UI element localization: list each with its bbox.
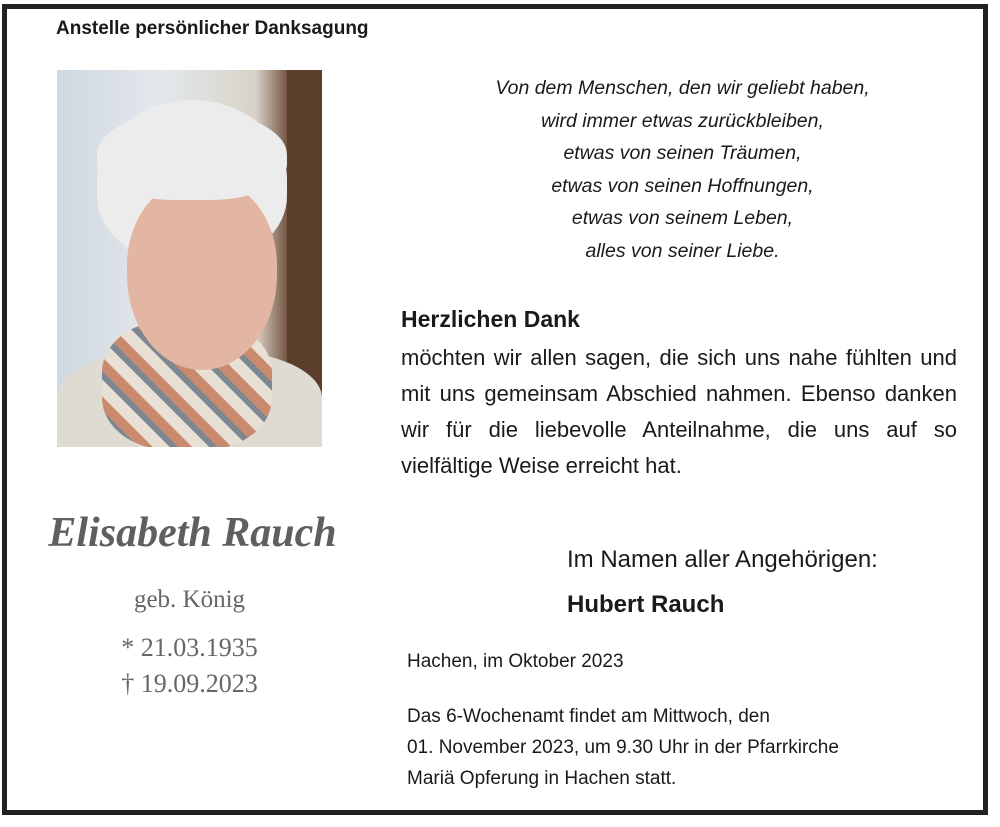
service-line: Das 6-Wochenamt findet am Mittwoch, den xyxy=(407,706,770,727)
birth-name: geb. König xyxy=(133,586,246,613)
quote-line: etwas von seinem Leben, xyxy=(571,207,794,229)
quote-line: etwas von seinen Hoffnungen, xyxy=(551,174,814,197)
quote-line: wird immer etwas zurückbleiben, xyxy=(541,109,824,132)
quote-line: etwas von seinen Träumen, xyxy=(563,142,802,164)
death-date: † 19.09.2023 xyxy=(121,669,258,698)
signature-intro: Im Namen aller Angehörigen: xyxy=(567,546,878,573)
birth-date: * 21.03.1935 xyxy=(121,633,258,662)
notice-header: Anstelle persönlicher Danksagung xyxy=(56,18,369,39)
quote-line: alles von seiner Liebe. xyxy=(585,239,780,262)
photo-face xyxy=(127,180,277,370)
quote-line: Von dem Menschen, den wir geliebt haben, xyxy=(495,77,870,99)
thanks-title: Herzlichen Dank xyxy=(401,306,580,332)
signature-name: Hubert Rauch xyxy=(567,591,725,618)
place-date: Hachen, im Oktober 2023 xyxy=(407,651,624,672)
deceased-name: Elisabeth Rauch xyxy=(48,510,337,556)
photo-hair-top xyxy=(97,110,287,200)
service-line: Mariä Opferung in Hachen statt. xyxy=(407,768,677,789)
thanks-text: möchten wir allen sagen, die sich uns nahe fühlten und mit uns gemeinsam Abschied nahmen. Ebenso danken wir für die liebevolle Anteilnahme, die uns auf so vielfältige Weise erreicht hat. xyxy=(401,345,957,478)
service-line: 01. November 2023, um 9.30 Uhr in der Pfarrkirche xyxy=(407,737,839,758)
portrait-photo xyxy=(57,70,322,447)
service-info xyxy=(407,701,977,794)
memorial-quote xyxy=(420,72,945,267)
